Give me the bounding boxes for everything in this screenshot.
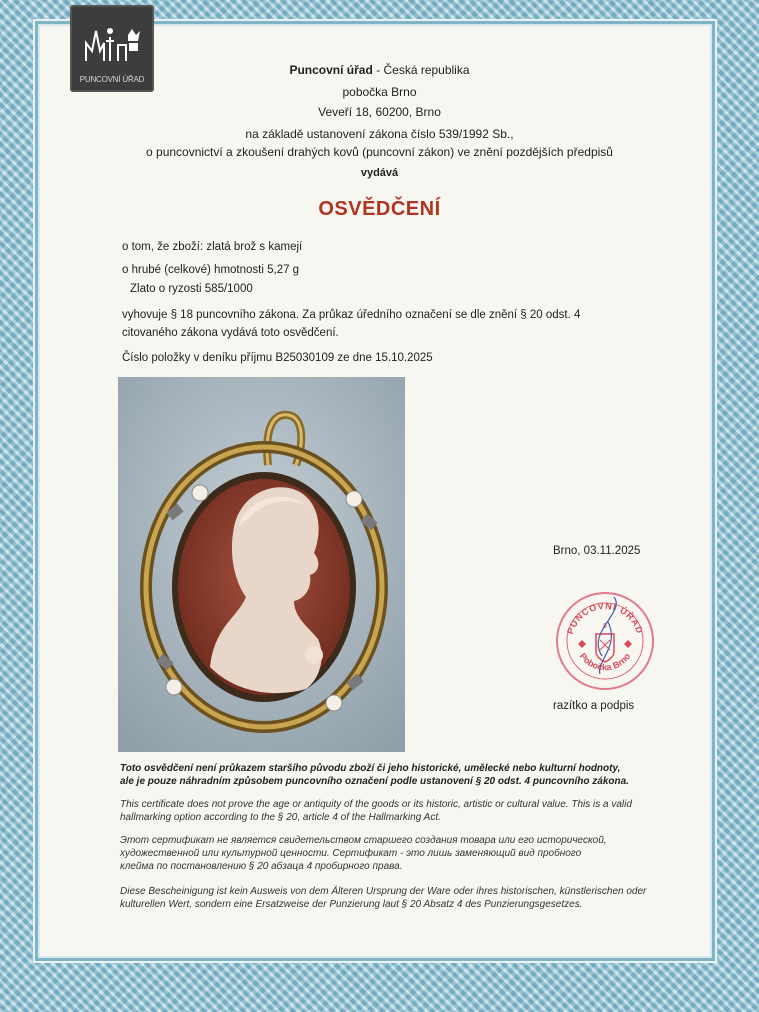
svg-text:PUNCOVNÍ ÚŘAD (565, 601, 645, 636)
stamp-signature-label: razítko a podpis (553, 700, 635, 712)
note-en-line-1: This certificate does not prove the age or antiquity of the goods or its historic, artistic or cultural value. This is a valid (120, 799, 632, 810)
office-branch: pobočka Brno (342, 85, 417, 99)
stamp-seal-icon (556, 592, 654, 690)
law-reference-line-1: na základě ustanovení zákona číslo 539/1992 Sb., (245, 127, 514, 141)
stamp-top-text: PUNCOVNÍ ÚŘAD (565, 600, 645, 636)
note-ru-line-3: клейма по постановлению § 20 абзаца 4 пробирного права. (120, 861, 403, 872)
logo-caption: PUNCOVNÍ ÚŘAD (79, 75, 145, 84)
weight-statement: o hrubé (celkové) hmotnosti 5,27 g (122, 264, 300, 276)
office-name-rest: - Česká republika (372, 63, 470, 77)
official-stamp (556, 592, 654, 690)
note-ru-line-1: Этот сертификат не является свидетельством старшего создания товара или его исторической, (120, 835, 607, 846)
stamp-number: 8 (603, 623, 607, 630)
note-en-line-2: hallmarking option according to the § 20, article 4 of the Hallmarking Act. (120, 812, 441, 823)
cameo-brooch-image (118, 377, 405, 752)
office-address: Veveří 18, 60200, Brno (318, 105, 441, 119)
entry-number: Číslo položky v deníku příjmu B25030109 ze dne 15.10.2025 (122, 352, 433, 364)
stamp-bottom-text: Pobočka Brno (577, 651, 633, 673)
compliance-line-2: citovaného zákona vydává toto osvědčení. (122, 327, 339, 339)
office-name (0, 63, 759, 77)
office-name-bold: Puncovní úřad (289, 63, 373, 77)
hallmark-icon (82, 21, 142, 67)
fineness-statement: Zlato o ryzosti 585/1000 (130, 283, 253, 295)
item-photo (118, 377, 405, 752)
note-cz-line-2: ale je pouze náhradním způsobem puncovního označení podle ustanovení § 20 odst. 4 puncovního zákona. (120, 776, 629, 787)
issue-date: Brno, 03.11.2025 (553, 545, 641, 557)
item-description: o tom, že zboží: zlatá brož s kamejí (122, 241, 303, 253)
issues-label: vydává (360, 167, 399, 179)
note-de-line-1: Diese Bescheinigung ist kein Ausweis von dem Älteren Ursprung der Ware oder ihres historischen, künstlerischen oder (120, 886, 647, 897)
office-logo (70, 5, 154, 92)
law-reference-line-2: o puncovnictví a zkoušení drahých kovů (puncovní zákon) ve znění pozdějších předpisů (146, 145, 613, 159)
note-de-line-2: kulturellen Wert, sondern eine Ersatzweise der Punzierung laut § 20 Absatz 4 des Punzierungsgesetzes. (120, 899, 583, 910)
note-cz-line-1: Toto osvědčení není průkazem staršího původu zboží či jeho historické, umělecké nebo kulturní hodnoty, (120, 763, 621, 774)
note-ru-line-2: художественной или культурной ценности. Сертификат - это лишь заменяющий вид пробного (120, 848, 582, 859)
compliance-line-1: vyhovuje § 18 puncovního zákona. Za průkaz úředního označení se dle znění § 20 odst. 4 (122, 309, 581, 321)
document-title: OSVĚDČENÍ (318, 198, 441, 220)
